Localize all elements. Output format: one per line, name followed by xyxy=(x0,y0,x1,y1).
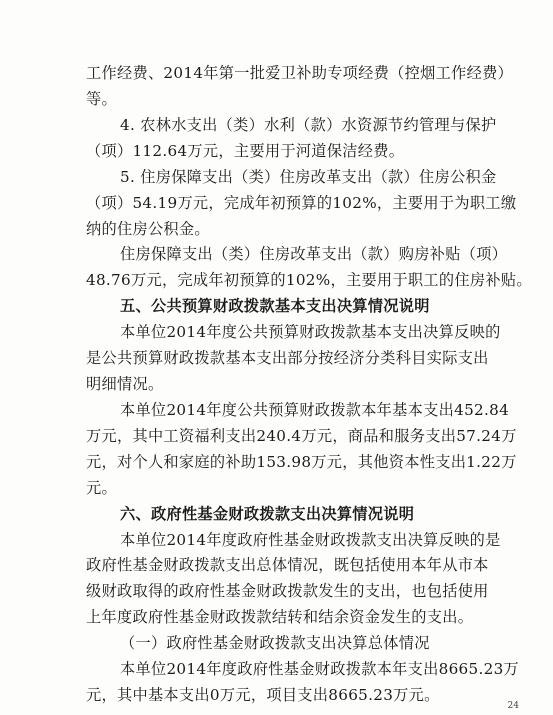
subsection-heading-1: （一）政府性基金财政拨款支出决算总体情况 xyxy=(120,634,430,653)
text-line: 元。 xyxy=(86,478,117,497)
text-line: 住房保障支出（类）住房改革支出（款）购房补贴（项） xyxy=(120,245,508,264)
text-line: 是公共预算财政拨款基本支出部分按经济分类科目实际支出 xyxy=(86,349,489,368)
text-line: 元，对个人和家庭的补助153.98万元，其他资本性支出1.22万 xyxy=(86,452,517,471)
text-line: 本单位2014年度公共预算财政拨款基本支出决算反映的 xyxy=(120,323,501,342)
text-line: 等。 xyxy=(86,89,117,108)
text-line: 48.76万元，完成年初预算的102%，主要用于职工的住房补贴。 xyxy=(86,271,532,290)
text-line: 工作经费、2014年第一批爱卫补助专项经费（控烟工作经费） xyxy=(86,64,514,82)
text-line: 纳的住房公积金。 xyxy=(86,219,210,238)
text-line: 本单位2014年度政府性基金财政拨款本年支出8665.23万 xyxy=(120,660,520,679)
section-heading-5: 五、公共预算财政拨款基本支出决算情况说明 xyxy=(120,297,430,316)
page-number: 24 xyxy=(507,701,519,711)
text-line: 5. 住房保障支出（类）住房改革支出（款）住房公积金 xyxy=(120,167,497,186)
text-line: 本单位2014年度政府性基金财政拨款支出决算反映的是 xyxy=(120,530,501,549)
text-line: （项）54.19万元，完成年初预算的102%，主要用于为职工缴 xyxy=(86,193,517,212)
text-line: 4. 农林水支出（类）水利（款）水资源节约管理与保护 xyxy=(120,115,497,134)
section-heading-6: 六、政府性基金财政拨款支出决算情况说明 xyxy=(120,504,415,523)
text-line: 政府性基金财政拨款支出总体情况，既包括使用本年从市本 xyxy=(86,556,489,575)
text-line: 级财政取得的政府性基金财政拨款发生的支出，也包括使用 xyxy=(86,582,489,601)
text-line: 元，其中基本支出0万元，项目支出8665.23万元。 xyxy=(86,686,440,704)
text-line: 上年度政府性基金财政拨款结转和结余资金发生的支出。 xyxy=(86,608,474,627)
text-line: 明细情况。 xyxy=(86,375,164,393)
text-line: 本单位2014年度公共预算财政拨款本年基本支出452.84 xyxy=(120,400,510,419)
text-line: 万元，其中工资福利支出240.4万元，商品和服务支出57.24万 xyxy=(86,426,517,445)
text-line: （项）112.64万元，主要用于河道保洁经费。 xyxy=(86,141,405,160)
